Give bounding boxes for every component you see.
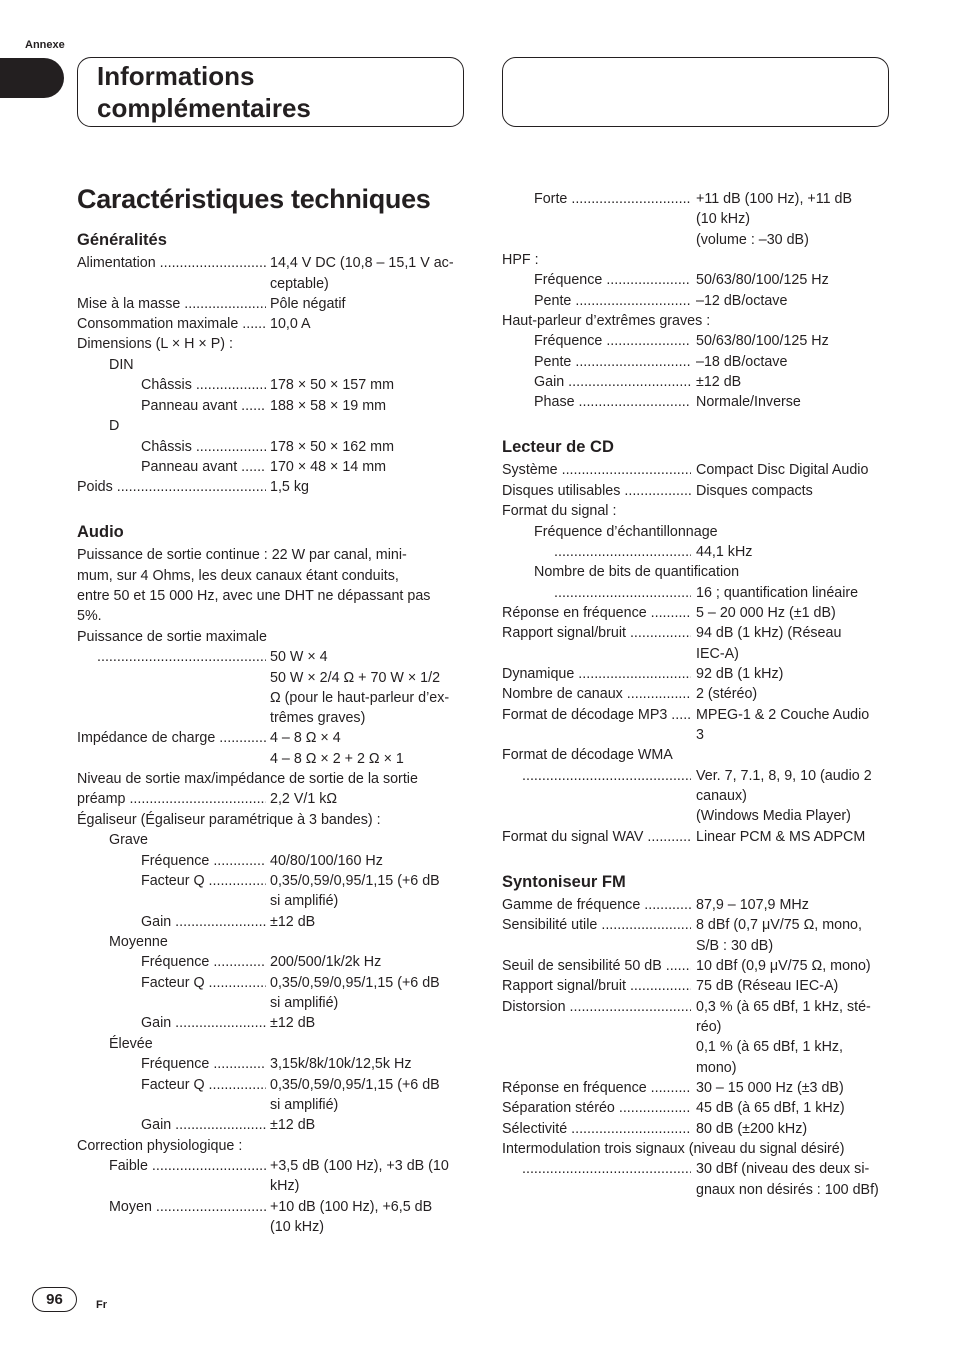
spec-label: Poids ..... (77, 477, 266, 497)
spec-value: Normale/Inverse (696, 394, 801, 410)
spec-label: Fréquence ..... (141, 1054, 266, 1074)
spec-value: Compact Disc Digital Audio (696, 462, 869, 478)
spec-value: 8 dBf (0,7 μV/75 Ω, mono, (696, 917, 862, 933)
spec-label: Disques utilisables ..... (502, 481, 691, 501)
spec-value: 170 × 48 × 14 mm (270, 459, 387, 475)
spec-value: ±12 dB (270, 1015, 316, 1031)
heading-syntoniseur-fm: Syntoniseur FM (502, 873, 626, 891)
spec-value: 30 – 15 000 Hz (±3 dB) (696, 1080, 844, 1096)
spec-value: +3,5 dB (100 Hz), +3 dB (10 (270, 1158, 449, 1174)
spec-label: Châssis ..... (141, 437, 266, 457)
spec-value: ceptable) (270, 276, 329, 292)
spec-value: 2,2 V/1 kΩ (270, 791, 338, 807)
spec-value: 92 dB (1 kHz) (696, 666, 784, 682)
header-empty-box (502, 57, 889, 127)
spec-label: Facteur Q ..... (141, 973, 266, 993)
spec-value: 4 – 8 Ω × 4 (270, 730, 341, 746)
spec-text: Nombre de bits de quantification (534, 564, 740, 580)
spec-value: Ω (pour le haut-parleur d’ex- (270, 690, 450, 706)
spec-value: 50 W × 2/4 Ω + 70 W × 1/2 (270, 670, 441, 686)
spec-label: Rapport signal/bruit ..... (502, 623, 691, 643)
spec-label: Pente ..... (534, 291, 691, 311)
spec-value: 178 × 50 × 157 mm (270, 377, 394, 393)
spec-value: 0,35/0,59/0,95/1,15 (+6 dB (270, 1077, 440, 1093)
spec-label: Consommation maximale ..... (77, 314, 266, 334)
spec-value: ±12 dB (696, 374, 742, 390)
spec-label: Sensibilité utile ..... (502, 915, 691, 935)
spec-label: Réponse en fréquence ..... (502, 603, 691, 623)
spec-value: 80 dB (±200 kHz) (696, 1121, 808, 1137)
spec-value: gnaux non désirés : 100 dBf) (696, 1182, 879, 1198)
spec-value: –18 dB/octave (696, 354, 788, 370)
spec-label: Séparation stéréo ..... (502, 1098, 691, 1118)
spec-value: +11 dB (100 Hz), +11 dB (696, 191, 853, 207)
spec-value: 50/63/80/100/125 Hz (696, 272, 829, 288)
spec-label: Rapport signal/bruit ..... (502, 976, 691, 996)
spec-label: Facteur Q ..... (141, 1075, 266, 1095)
spec-label: Gain ..... (141, 912, 266, 932)
spec-value: 14,4 V DC (10,8 – 15,1 V ac- (270, 255, 454, 271)
spec-value: 0,35/0,59/0,95/1,15 (+6 dB (270, 975, 440, 991)
spec-leader (97, 647, 266, 667)
spec-text: HPF : (502, 252, 539, 268)
spec-value: kHz) (270, 1178, 300, 1194)
spec-text: Fréquence d’échantillonnage (534, 524, 718, 540)
spec-text: mum, sur 4 Ohms, les deux canaux étant conduits, (77, 568, 399, 584)
heading-lecteur-cd: Lecteur de CD (502, 438, 614, 456)
spec-value: 10 dBf (0,9 μV/75 Ω, mono) (696, 958, 871, 974)
spec-value: 30 dBf (niveau des deux si- (696, 1161, 870, 1177)
spec-value: S/B : 30 dB) (696, 938, 774, 954)
spec-label: Panneau avant ..... (141, 396, 266, 416)
language-code: Fr (96, 1299, 107, 1311)
spec-value: 44,1 kHz (696, 544, 753, 560)
spec-value: ±12 dB (270, 914, 316, 930)
spec-text: Grave (109, 832, 148, 848)
spec-value: MPEG-1 & 2 Couche Audio (696, 707, 870, 723)
page-number: 96 (32, 1287, 77, 1312)
spec-value: +10 dB (100 Hz), +6,5 dB (270, 1199, 433, 1215)
spec-label: Forte ..... (534, 189, 691, 209)
spec-label: Phase ..... (534, 392, 691, 412)
spec-value: (Windows Media Player) (696, 808, 851, 824)
spec-label: Système ..... (502, 460, 691, 480)
spec-value: 16 ; quantification linéaire (696, 585, 859, 601)
spec-label: Gain ..... (534, 372, 691, 392)
spec-value: 0,35/0,59/0,95/1,15 (+6 dB (270, 873, 440, 889)
spec-label: Réponse en fréquence ..... (502, 1078, 691, 1098)
page-title: Caractéristiques techniques (77, 184, 431, 214)
spec-value: Disques compacts (696, 483, 813, 499)
spec-value: trêmes graves) (270, 710, 366, 726)
spec-label: Panneau avant ..... (141, 457, 266, 477)
spec-label: Dynamique ..... (502, 664, 691, 684)
spec-value: si amplifié) (270, 893, 339, 909)
spec-text: Puissance de sortie continue : 22 W par canal, mini- (77, 547, 407, 563)
spec-text: Moyenne (109, 934, 168, 950)
spec-value: mono) (696, 1060, 737, 1076)
spec-text: Correction physiologique : (77, 1138, 243, 1154)
spec-value: 188 × 58 × 19 mm (270, 398, 387, 414)
spec-value: 200/500/1k/2k Hz (270, 954, 382, 970)
spec-label: Format du signal WAV ..... (502, 827, 691, 847)
spec-label: Châssis ..... (141, 375, 266, 395)
spec-label: Gain ..... (141, 1115, 266, 1135)
spec-value: (volume : –30 dB) (696, 232, 809, 248)
spec-value: réo) (696, 1019, 722, 1035)
spec-value: 50 W × 4 (270, 649, 328, 665)
spec-label: Fréquence ..... (141, 952, 266, 972)
spec-value: 0,3 % (à 65 dBf, 1 kHz, sté- (696, 999, 871, 1015)
spec-value: 10,0 A (270, 316, 311, 332)
spec-value: 40/80/100/160 Hz (270, 853, 383, 869)
spec-label: Fréquence ..... (534, 270, 691, 290)
spec-leader (554, 583, 691, 603)
spec-text: Intermodulation trois signaux (niveau du signal désiré) (502, 1141, 845, 1157)
spec-label: Distorsion ..... (502, 997, 691, 1017)
spec-value: 2 (stéréo) (696, 686, 758, 702)
spec-label: Impédance de charge ..... (77, 728, 266, 748)
spec-text: Puissance de sortie maximale (77, 629, 267, 645)
spec-text: Format du signal : (502, 503, 617, 519)
spec-value: –12 dB/octave (696, 293, 788, 309)
header-title-line2: complémentaires (97, 93, 311, 123)
spec-value: si amplifié) (270, 1097, 339, 1113)
spec-value: 4 – 8 Ω × 2 + 2 Ω × 1 (270, 751, 404, 767)
spec-value: IEC-A) (696, 646, 739, 662)
spec-label: Fréquence ..... (534, 331, 691, 351)
spec-value: 5 – 20 000 Hz (±1 dB) (696, 605, 836, 621)
spec-label: Alimentation ..... (77, 253, 266, 273)
spec-value: (10 kHz) (270, 1219, 325, 1235)
spec-value: (10 kHz) (696, 211, 751, 227)
heading-audio: Audio (77, 523, 124, 541)
spec-text: 5%. (77, 608, 102, 624)
spec-label: Faible ..... (109, 1156, 266, 1176)
spec-value: 87,9 – 107,9 MHz (696, 897, 809, 913)
spec-text: D (109, 418, 120, 434)
spec-label: Sélectivité ..... (502, 1119, 691, 1139)
spec-text: Dimensions (L × H × P) : (77, 336, 233, 352)
spec-value: Pôle négatif (270, 296, 346, 312)
spec-label: préamp ..... (77, 789, 266, 809)
spec-text: entre 50 et 15 000 Hz, avec une DHT ne dépassant pas (77, 588, 431, 604)
spec-leader (554, 542, 691, 562)
header-title-line1: Informations (97, 61, 255, 91)
section-tag: Annexe (25, 39, 65, 51)
spec-leader (522, 766, 691, 786)
spec-label: Seuil de sensibilité 50 dB ..... (502, 956, 691, 976)
spec-value: si amplifié) (270, 995, 339, 1011)
spec-value: 75 dB (Réseau IEC-A) (696, 978, 839, 994)
spec-value: 0,1 % (à 65 dBf, 1 kHz, (696, 1039, 844, 1055)
spec-value: 178 × 50 × 162 mm (270, 439, 394, 455)
spec-label: Nombre de canaux ..... (502, 684, 691, 704)
spec-label: Gamme de fréquence ..... (502, 895, 691, 915)
spec-label: Facteur Q ..... (141, 871, 266, 891)
spec-text: Niveau de sortie max/impédance de sortie de la sortie (77, 771, 418, 787)
spec-text: DIN (109, 357, 134, 373)
spec-label: Pente ..... (534, 352, 691, 372)
spec-label: Format de décodage MP3 ..... (502, 705, 691, 725)
spec-value: ±12 dB (270, 1117, 316, 1133)
spec-value: 50/63/80/100/125 Hz (696, 333, 829, 349)
spec-label: Fréquence ..... (141, 851, 266, 871)
heading-generalites: Généralités (77, 231, 167, 249)
spec-label: Mise à la masse ..... (77, 294, 266, 314)
spec-value: 1,5 kg (270, 479, 309, 495)
spec-text: Format de décodage WMA (502, 747, 673, 763)
spec-value: Linear PCM & MS ADPCM (696, 829, 866, 845)
spec-value: 3,15k/8k/10k/12,5k Hz (270, 1056, 412, 1072)
spec-value: Ver. 7, 7.1, 8, 9, 10 (audio 2 (696, 768, 872, 784)
spec-label: Moyen ..... (109, 1197, 266, 1217)
spec-value: canaux) (696, 788, 747, 804)
spec-text: Élevée (109, 1036, 153, 1052)
spec-value: 94 dB (1 kHz) (Réseau (696, 625, 842, 641)
spec-leader (522, 1159, 691, 1179)
spec-text: Haut-parleur d’extrêmes graves : (502, 313, 711, 329)
spec-value: 45 dB (à 65 dBf, 1 kHz) (696, 1100, 845, 1116)
spec-value: 3 (696, 727, 704, 743)
spec-label: Gain ..... (141, 1013, 266, 1033)
spec-text: Égaliseur (Égaliseur paramétrique à 3 bandes) : (77, 812, 381, 828)
